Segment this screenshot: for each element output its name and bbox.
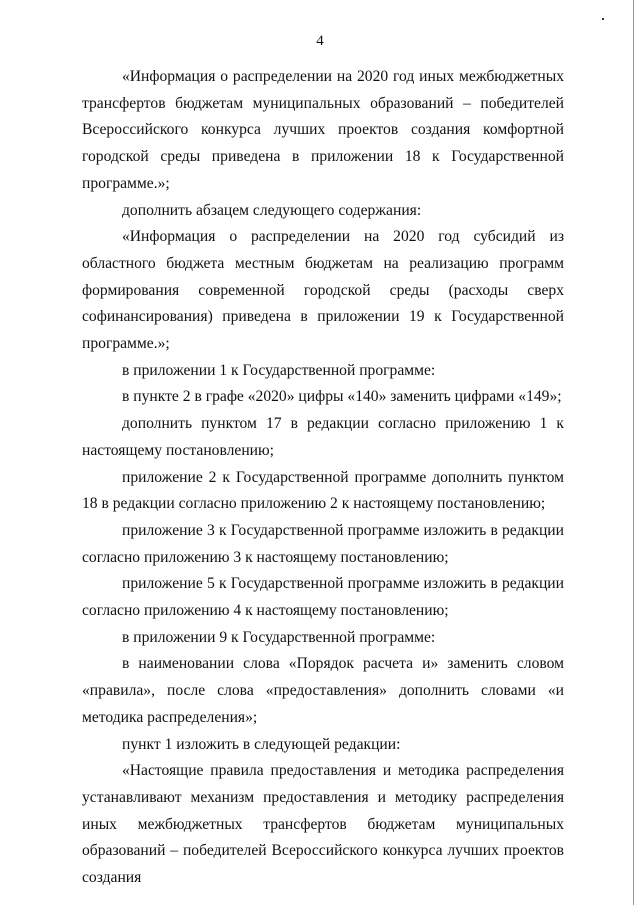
page-number: 4	[316, 33, 324, 49]
paragraph-transfer-info: «Информация о распределении на 2020 год иных межбюджетных трансфертов бюджетам муниципальных образований – победителей Всероссийского конкурса лучших проектов создания комфортной городской среды приведена в приложении 18 к Государственной программе.»;	[82, 68, 564, 192]
paragraph-item-1: пункт 1 изложить в следующей редакции:	[122, 735, 401, 753]
document-body	[82, 64, 564, 892]
paragraph-add-clause: дополнить абзацем следующего содержания:	[122, 201, 422, 219]
paragraph-appendix-2: приложение 2 к Государственной программе дополнить пунктом 18 в редакции согласно приложению 2 к настоящему постановлению;	[82, 468, 564, 513]
paragraph-rules-text: «Настоящие правила предоставления и методика распределения устанавливают механизм предоставления и методику распределения иных межбюджетных трансфертов бюджетам муниципальных образований – победителей Всероссийского конкурса лучших проектов создания	[82, 762, 564, 887]
paragraph-appendix-5: приложение 5 к Государственной программе изложить в редакции согласно приложению 4 к настоящему постановлению;	[82, 575, 564, 620]
paragraph-appendix-9: в приложении 9 к Государственной программе:	[122, 628, 436, 646]
paragraph-add-item-17: дополнить пунктом 17 в редакции согласно приложению 1 к настоящему постановлению;	[82, 415, 564, 459]
paragraph-appendix-3: приложение 3 к Государственной программе изложить в редакции согласно приложению 3 к настоящему постановлению;	[82, 521, 564, 566]
paragraph-title-change: в наименовании слова «Порядок расчета и» заменить словом «правила», после слова «предоставления» дополнить словами «и методика распределения»;	[82, 655, 564, 726]
paragraph-subsidy-info: «Информация о распределении на 2020 год субсидий из областного бюджета местным бюджетам на реализацию программ формирования современной городской среды (расходы сверх софинансирования) приведена в приложении 19 к Государственной программе.»;	[82, 228, 564, 353]
paragraph-appendix-1: в приложении 1 к Государственной программе:	[122, 361, 436, 379]
scan-speck	[602, 18, 604, 20]
paragraph-item-2-change: в пункте 2 в графе «2020» цифры «140» заменить цифрами «149»;	[122, 388, 562, 406]
scan-edge-line	[633, 0, 634, 905]
